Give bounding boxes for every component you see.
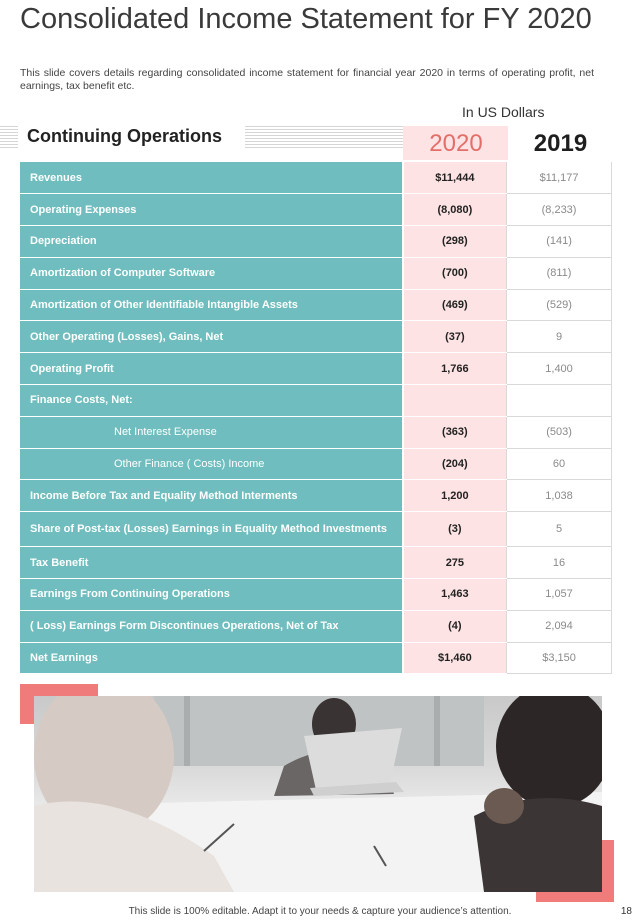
value-2020: $1,460 xyxy=(403,642,507,674)
page-subtitle: This slide covers details regarding consolidated income statement for financial year 2020 in terms of operating profit, net earnings, tax benefit etc. xyxy=(20,67,594,92)
table-row xyxy=(20,642,612,674)
row-label: Operating Expenses xyxy=(20,194,403,226)
value-2020: (700) xyxy=(403,257,507,289)
table-row xyxy=(20,226,612,258)
row-label: Revenues xyxy=(20,162,403,194)
table-row xyxy=(20,448,612,480)
row-label: Other Operating (Losses), Gains, Net xyxy=(20,321,403,353)
value-2020 xyxy=(403,385,507,417)
value-2019: $3,150 xyxy=(507,642,612,674)
table-row xyxy=(20,512,612,547)
value-2020: 275 xyxy=(403,547,507,579)
value-2019: 1,057 xyxy=(507,579,612,611)
value-2020: (204) xyxy=(403,448,507,480)
table-row xyxy=(20,321,612,353)
value-2020: 1,463 xyxy=(403,579,507,611)
row-label: Depreciation xyxy=(20,226,403,258)
row-label: ( Loss) Earnings Form Discontinues Operations, Net of Tax xyxy=(20,610,403,642)
table-row xyxy=(20,579,612,611)
meeting-photo xyxy=(34,696,602,892)
value-2020: (4) xyxy=(403,610,507,642)
meeting-photo-illustration xyxy=(34,696,602,892)
row-label: Income Before Tax and Equality Method Interments xyxy=(20,480,403,512)
value-2019: 16 xyxy=(507,547,612,579)
income-statement-table xyxy=(20,162,612,674)
value-2020: (3) xyxy=(403,512,507,547)
table-row xyxy=(20,610,612,642)
value-2020: (8,080) xyxy=(403,194,507,226)
page-title: Consolidated Income Statement for FY 2020 xyxy=(20,3,592,35)
footer-note: This slide is 100% editable. Adapt it to your needs & capture your audience’s attention. xyxy=(128,906,512,917)
value-2019: 9 xyxy=(507,321,612,353)
value-2020: (469) xyxy=(403,289,507,321)
value-2019: (8,233) xyxy=(507,194,612,226)
value-2019: 1,038 xyxy=(507,480,612,512)
row-label: Amortization of Computer Software xyxy=(20,257,403,289)
table-row xyxy=(20,385,612,417)
section-heading: Continuing Operations xyxy=(27,126,222,146)
table-row xyxy=(20,194,612,226)
table-row xyxy=(20,162,612,194)
value-2019 xyxy=(507,385,612,417)
row-label: Net Earnings xyxy=(20,642,403,674)
row-label: Earnings From Continuing Operations xyxy=(20,579,403,611)
value-2020: (363) xyxy=(403,416,507,448)
value-2020: 1,766 xyxy=(403,353,507,385)
table-row xyxy=(20,353,612,385)
value-2019: 2,094 xyxy=(507,610,612,642)
row-label: Finance Costs, Net: xyxy=(20,385,403,417)
decorative-stripes-left xyxy=(0,126,18,148)
value-2020: $11,444 xyxy=(403,162,507,194)
row-label: Tax Benefit xyxy=(20,547,403,579)
value-2019: 1,400 xyxy=(507,353,612,385)
value-2020: (298) xyxy=(403,226,507,258)
row-label: Amortization of Other Identifiable Intangible Assets xyxy=(20,289,403,321)
value-2019: (529) xyxy=(507,289,612,321)
year-2019-header: 2019 xyxy=(533,130,588,157)
page-number: 18 xyxy=(620,906,632,917)
value-2019: (503) xyxy=(507,416,612,448)
value-2019: $11,177 xyxy=(507,162,612,194)
value-2019: 5 xyxy=(507,512,612,547)
value-2020: (37) xyxy=(403,321,507,353)
value-2020: 1,200 xyxy=(403,480,507,512)
table-row xyxy=(20,416,612,448)
currency-note: In US Dollars xyxy=(462,104,545,120)
table-row xyxy=(20,289,612,321)
value-2019: 60 xyxy=(507,448,612,480)
table-row xyxy=(20,547,612,579)
table-row xyxy=(20,480,612,512)
row-label: Operating Profit xyxy=(20,353,403,385)
decorative-stripes-right xyxy=(245,126,403,148)
row-label: Share of Post-tax (Losses) Earnings in Equality Method Investments xyxy=(20,512,403,547)
year-2020-header: 2020 xyxy=(429,130,483,157)
value-2019: (141) xyxy=(507,226,612,258)
value-2019: (811) xyxy=(507,257,612,289)
row-label: Other Finance ( Costs) Income xyxy=(20,448,403,480)
row-label: Net Interest Expense xyxy=(20,416,403,448)
table-row xyxy=(20,257,612,289)
